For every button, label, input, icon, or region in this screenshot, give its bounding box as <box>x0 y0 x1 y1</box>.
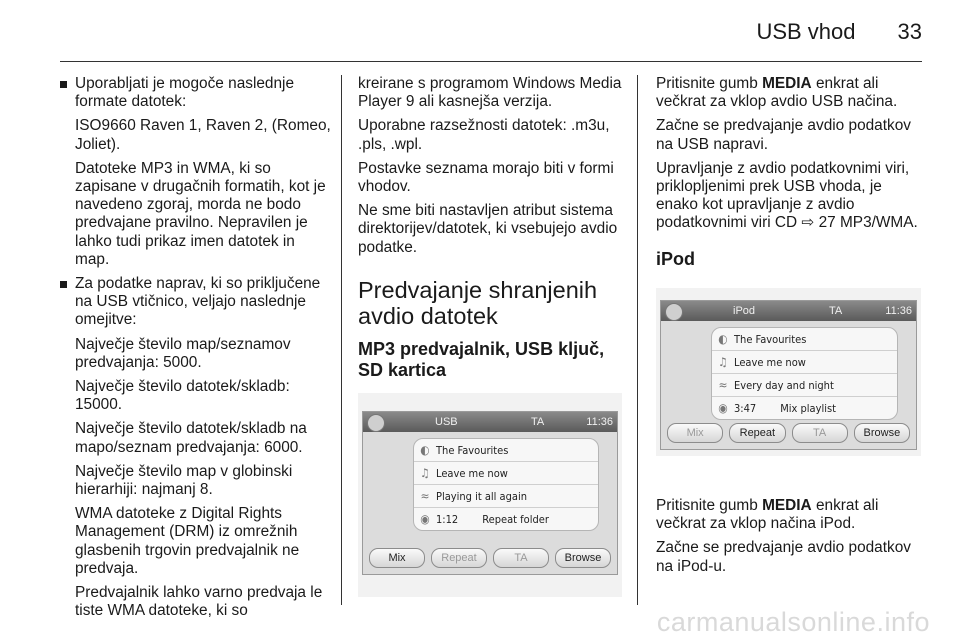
watermark: carmanualsonline.info <box>656 607 930 637</box>
display-frame <box>362 411 618 575</box>
paragraph: WMA datoteke z Digital Rights Management (DRM) iz omrežnih glasbenih trgovin predvajalnik ne predvaja. <box>75 505 300 577</box>
status-bar <box>363 412 617 432</box>
column-2 <box>358 75 628 393</box>
softkey-bar <box>667 423 910 443</box>
paragraph: Največje število datotek/skladb: 15000. <box>75 378 290 414</box>
list-item <box>712 351 897 374</box>
bullet-text: Uporabljati je mogoče naslednje formate datotek: <box>75 75 295 111</box>
item-label: The Favourites <box>436 443 509 457</box>
paragraph <box>656 160 926 233</box>
play-mode: Repeat folder <box>482 512 549 526</box>
headphones-icon: ◐ <box>420 443 430 457</box>
column-3-lower <box>656 497 926 582</box>
item-label: Playing it all again <box>436 489 527 503</box>
waveform-icon: ≈ <box>718 378 728 392</box>
source-label: iPod <box>733 305 756 317</box>
paragraph: Največje število datotek/skladb na mapo/seznam predvajanja: 6000. <box>75 420 307 456</box>
media-key-label: MEDIA <box>762 497 812 514</box>
music-note-icon: ♫ <box>420 466 430 480</box>
mix-button: Mix <box>369 548 425 568</box>
list-item <box>414 462 598 485</box>
waveform-icon: ≈ <box>420 489 430 503</box>
paragraph: Uporabne razsežnosti datotek: .m3u, .pls, .wpl. <box>358 117 610 153</box>
home-icon <box>367 414 385 432</box>
list-item <box>414 485 598 508</box>
paragraph: Začne se predvajanje avdio podatkov na USB napravi. <box>656 117 911 153</box>
page-ref-arrow-icon: ⇨ <box>801 214 815 232</box>
clock: 11:36 <box>586 416 613 428</box>
music-note-icon: ♫ <box>718 355 728 369</box>
text: Pritisnite gumb <box>656 497 763 514</box>
column-divider-2 <box>637 75 638 605</box>
ta-label: TA <box>829 305 843 317</box>
source-label: USB <box>435 416 458 428</box>
column-divider-1 <box>341 75 342 605</box>
bullet-marker <box>60 281 67 288</box>
browse-button: Browse <box>555 548 611 568</box>
headphones-icon: ◐ <box>718 332 728 346</box>
disc-icon: ◉ <box>420 512 430 526</box>
ta-button: TA <box>493 548 549 568</box>
browse-button: Browse <box>854 423 910 443</box>
item-label: The Favourites <box>734 332 807 346</box>
bullet-limits <box>60 275 332 330</box>
paragraph: Začne se predvajanje avdio podatkov na iPod-u. <box>656 539 911 575</box>
paragraph: kreirane s programom Windows Media Player 9 ali kasnejša verzija. <box>358 75 622 111</box>
status-bar <box>661 301 916 321</box>
bullet-marker <box>60 81 67 88</box>
list-item <box>712 397 897 419</box>
header-divider <box>60 61 922 62</box>
list-item <box>414 439 598 462</box>
column-1 <box>60 75 332 626</box>
bullet-text: Za podatke naprav, ki so priključene na USB vtičnico, veljajo naslednje omejitve: <box>75 275 321 329</box>
playback-time: 3:47 <box>734 401 757 415</box>
clock: 11:36 <box>885 305 912 317</box>
subsection-heading: MP3 predvajalnik, USB ključ, SD kartica <box>358 338 605 380</box>
usb-screen-image <box>358 393 622 597</box>
paragraph <box>656 75 926 111</box>
paragraph: Največje število map/seznamov predvajanja: 5000. <box>75 335 291 371</box>
ta-label: TA <box>531 416 545 428</box>
item-label: Leave me now <box>734 355 806 369</box>
paragraph <box>656 497 926 533</box>
paragraph: ISO9660 Raven 1, Raven 2, (Romeo, Joliet). <box>75 117 331 153</box>
paragraph: Datoteke MP3 in WMA, ki so zapisane v drugačnih formatih, kot je navedeno zgoraj, morda ne bodo predvajane pravilno. Nepravilen je lahko tudi prikaz imen datotek in map. <box>75 159 326 268</box>
text: Pritisnite gumb <box>656 75 763 92</box>
column-3 <box>656 75 926 284</box>
paragraph: Ne sme biti nastavljen atribut sistema direktorijev/datotek, ki vsebujejo avdio podatke. <box>358 202 618 256</box>
ipod-screen-image <box>656 288 921 456</box>
text: enkrat ali večkrat za vklop avdio USB načina. <box>656 75 898 111</box>
ta-button: TA <box>792 423 848 443</box>
play-mode: Mix playlist <box>780 401 837 415</box>
repeat-button: Repeat <box>431 548 487 568</box>
item-label: Every day and night <box>734 378 834 392</box>
track-info-panel <box>413 438 599 531</box>
repeat-button: Repeat <box>729 423 785 443</box>
track-info-panel <box>711 327 898 420</box>
text: Upravljanje z avdio podatkovnimi viri, priklopljenimi prek USB vhoda, je enako kot upravljanje z avdio podatkovnimi viri CD <box>656 159 910 232</box>
list-item <box>712 374 897 397</box>
list-item <box>414 508 598 530</box>
display-frame <box>660 300 917 450</box>
softkey-bar <box>369 548 611 568</box>
home-icon <box>665 303 683 321</box>
page-header <box>756 14 922 50</box>
list-item <box>712 328 897 351</box>
item-label: Leave me now <box>436 466 508 480</box>
page-reference: 27 MP3/WMA. <box>818 214 918 232</box>
playback-time: 1:12 <box>436 512 459 526</box>
page-number: 33 <box>897 19 922 44</box>
text: enkrat ali večkrat za vklop načina iPod. <box>656 497 879 533</box>
section-heading: Predvajanje shranjenih avdio datotek <box>358 276 598 329</box>
media-key-label: MEDIA <box>762 75 812 92</box>
bullet-formats <box>60 75 332 111</box>
paragraph: Predvajalnik lahko varno predvaja le tiste WMA datoteke, ki so <box>75 584 323 620</box>
disc-icon: ◉ <box>718 401 728 415</box>
page-title: USB vhod <box>756 19 856 44</box>
paragraph: Največje število map v globinski hierarhiji: najmanj 8. <box>75 462 293 499</box>
mix-button: Mix <box>667 423 723 443</box>
ipod-heading: iPod <box>656 248 695 269</box>
paragraph: Postavke seznama morajo biti v formi vhodov. <box>358 159 614 196</box>
